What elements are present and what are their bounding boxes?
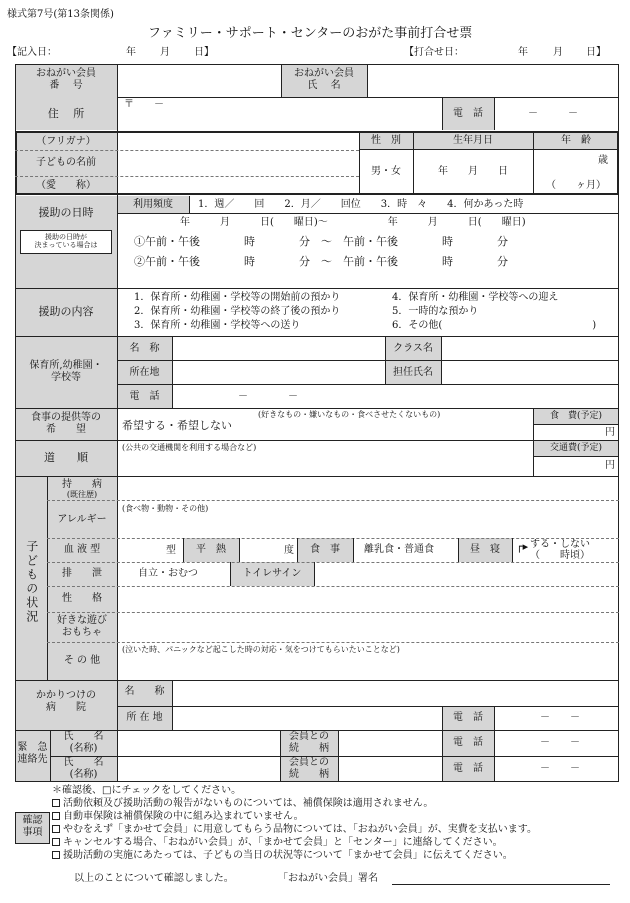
record-date-day: 日】 bbox=[194, 47, 214, 58]
record-date-month: 月 bbox=[160, 47, 170, 58]
confirm-item-4[interactable]: キャンセルする場合、「おねがい会員」が、「まかせて会員」と「センター」に連絡してください。 bbox=[52, 837, 503, 849]
blood-unit: 型 bbox=[166, 545, 176, 556]
signature-line[interactable] bbox=[392, 884, 610, 885]
character-label: 性 格 bbox=[62, 593, 102, 604]
checkbox-icon[interactable] bbox=[52, 838, 60, 846]
allergy-label: アレルギー bbox=[57, 514, 107, 525]
route-cost-label: 交通費(予定) bbox=[549, 443, 603, 453]
hospital-phone-field[interactable]: － － bbox=[540, 712, 580, 723]
emergency-name-label-1: 氏 名 (名称) bbox=[63, 731, 104, 754]
class-label: クラス名 bbox=[393, 343, 433, 354]
nap-label: 昼 寝 bbox=[470, 544, 500, 555]
confirm-item-3[interactable]: やむをえず「まかせて会員」に用意してもらう品物については、「おねがい会員」が、実費を支払います。 bbox=[52, 824, 537, 836]
meal-note: (好きなもの・嫌いなもの・食べさせたくないもの) bbox=[258, 410, 441, 419]
allergy-note: (食べ物・動物・その他) bbox=[122, 504, 209, 513]
meeting-date-label: 【打合せ日： bbox=[404, 47, 464, 58]
meeting-date-month: 月 bbox=[553, 47, 563, 58]
confirm-item-5[interactable]: 援助活動の実施にあたっては、子どもの当日の状況等について「まかせて会員」に伝えてください。 bbox=[52, 850, 513, 862]
play-label: 好きな遊び おもちゃ bbox=[57, 615, 107, 638]
status-meal-value[interactable]: 離乳食・普通食 bbox=[364, 544, 434, 555]
meal-label: 食事の提供等の 希 望 bbox=[31, 412, 101, 435]
schedule-time-2[interactable]: ②午前・午後 時 分 ～ 午前・午後 時 分 bbox=[134, 255, 508, 268]
toilet-label: 排 泄 bbox=[62, 568, 102, 579]
sex-label: 性 別 bbox=[371, 135, 401, 146]
nickname-label: （愛 称） bbox=[36, 180, 96, 191]
emergency-phone-field-1[interactable]: － － bbox=[540, 737, 580, 748]
sex-value[interactable]: 男・女 bbox=[371, 166, 401, 177]
meal-cost-label: 食 費(予定) bbox=[549, 411, 603, 421]
meeting-date-year: 年 bbox=[518, 47, 528, 58]
heat-unit: 度 bbox=[284, 545, 294, 556]
arrow-icon: ┌▸ bbox=[516, 540, 529, 553]
form-title: ファミリー・サポート・センターのおがた事前打合せ票 bbox=[148, 26, 473, 41]
hospital-label: かかりつけの 病 院 bbox=[36, 690, 96, 713]
hospital-name-label: 名 称 bbox=[124, 686, 165, 697]
confirm-item-1[interactable]: 活動依頼及び援助活動の報告がないものについては、補償保険は適用されません。 bbox=[52, 798, 433, 810]
teacher-label: 担任氏名 bbox=[393, 367, 433, 378]
chronic-label: 持 病 bbox=[62, 479, 102, 490]
birth-value[interactable]: 年 月 日 bbox=[438, 166, 508, 177]
child-name-field[interactable] bbox=[118, 151, 358, 175]
status-other-note: (泣いた時、パニックなど起こした時の対応・気をつけてもらいたいことなど) bbox=[122, 645, 400, 654]
toilet-sign-label: トイレサイン bbox=[242, 568, 302, 579]
child-status-label: 子どもの状況 bbox=[24, 540, 39, 624]
content-item-1[interactable]: 1．保育所・幼稚園・学校等の開始前の預かり bbox=[134, 292, 341, 303]
class-field[interactable] bbox=[442, 338, 618, 359]
address-phone-label: 電 話 bbox=[453, 108, 483, 119]
content-item-4[interactable]: 4．保育所・幼稚園・学校等への迎え bbox=[392, 292, 559, 303]
hospital-location-label: 所 在 地 bbox=[126, 712, 163, 723]
school-name-field[interactable] bbox=[173, 338, 384, 359]
confirm-footer: 以上のことについて確認しました。 bbox=[74, 873, 234, 884]
content-item-6[interactable]: 6．その他( ) bbox=[392, 320, 597, 331]
age-unit: 歳 bbox=[598, 155, 608, 166]
content-item-2[interactable]: 2．保育所・幼稚園・学校等の終了後の預かり bbox=[134, 306, 341, 317]
status-other-label: そ の 他 bbox=[63, 655, 101, 666]
blood-label: 血 液 型 bbox=[63, 544, 101, 555]
member-name-field[interactable] bbox=[368, 66, 618, 96]
child-name-label: 子どもの名前 bbox=[36, 157, 96, 168]
content-label: 援助の内容 bbox=[38, 305, 94, 318]
confirm-item-2[interactable]: 自動車保険は補償保険の中に組み込まれていません。 bbox=[52, 811, 304, 823]
school-phone-field[interactable]: － － bbox=[238, 391, 298, 402]
school-location-label: 所在地 bbox=[129, 367, 160, 378]
content-item-5[interactable]: 5．一時的な預かり bbox=[392, 306, 479, 317]
emergency-relation-label-2: 会員との 続 柄 bbox=[289, 757, 329, 780]
schedule-date-line[interactable]: 年 月 日( 曜日)～ 年 月 日( 曜日) bbox=[180, 217, 526, 228]
address-phone-field[interactable]: － － bbox=[528, 108, 578, 119]
checkbox-icon[interactable] bbox=[52, 851, 60, 859]
toilet-value[interactable]: 自立・おむつ bbox=[138, 568, 198, 579]
furigana-label: （フリガナ） bbox=[36, 136, 96, 147]
meal-value[interactable]: 希望する・希望しない bbox=[122, 419, 232, 432]
heat-label: 平 熱 bbox=[196, 544, 226, 555]
emergency-name-label-2: 氏 名 (名称) bbox=[63, 757, 104, 780]
nap-value[interactable]: する・しない bbox=[530, 539, 590, 550]
meeting-date-day: 日】 bbox=[586, 47, 606, 58]
emergency-relation-label-1: 会員との 続 柄 bbox=[289, 731, 329, 754]
emergency-label: 緊 急 連絡先 bbox=[17, 742, 48, 765]
chronic-sub-label: (既往歴) bbox=[66, 490, 98, 499]
emergency-phone-label-1: 電 話 bbox=[453, 737, 483, 748]
record-date-year: 年 bbox=[126, 47, 136, 58]
meal-cost-yen: 円 bbox=[605, 427, 615, 438]
confirm-header: ＊確認後、□にチェックをしてください。 bbox=[52, 785, 242, 796]
member-name-label: おねがい会員 氏 名 bbox=[294, 68, 354, 91]
emergency-phone-field-2[interactable]: － － bbox=[540, 763, 580, 774]
content-item-3[interactable]: 3．保育所・幼稚園・学校等への送り bbox=[134, 320, 301, 331]
route-label: 道 順 bbox=[44, 451, 88, 464]
frequency-label: 利用頻度 bbox=[133, 199, 173, 210]
school-phone-label: 電 話 bbox=[129, 391, 160, 402]
frequency-options[interactable]: 1．週／ 回 2．月／ 回位 3．時 々 4．何かあった時 bbox=[198, 199, 524, 210]
member-number-label: おねがい会員 番 号 bbox=[36, 68, 96, 91]
checkbox-icon[interactable] bbox=[52, 799, 60, 807]
hospital-phone-label: 電 話 bbox=[453, 712, 483, 723]
emergency-phone-label-2: 電 話 bbox=[453, 763, 483, 774]
birth-label: 生年月日 bbox=[453, 135, 493, 146]
form-number: 様式第7号(第13条関係) bbox=[7, 9, 114, 20]
route-cost-yen: 円 bbox=[605, 460, 615, 471]
checkbox-icon[interactable] bbox=[52, 812, 60, 820]
route-note: (公共の交通機関を利用する場合など) bbox=[122, 443, 257, 452]
school-label: 保育所,幼稚園・ 学校等 bbox=[29, 360, 103, 383]
nap-time[interactable]: （ 時頃） bbox=[530, 550, 590, 561]
record-date-label: 【記入日： bbox=[7, 47, 57, 58]
address-label: 住 所 bbox=[47, 107, 85, 120]
confirm-side-label: 確認 事項 bbox=[22, 815, 43, 838]
postal-code[interactable]: 〒 － bbox=[124, 99, 164, 110]
schedule-label: 援助の日時 bbox=[38, 206, 94, 219]
member-number-field[interactable] bbox=[118, 66, 280, 96]
school-name-label: 名 称 bbox=[129, 343, 160, 354]
signature-label: 「おねがい会員」署名 bbox=[278, 873, 378, 884]
age-months[interactable]: （ ヶ月） bbox=[546, 180, 606, 191]
status-meal-label: 食 事 bbox=[310, 544, 340, 555]
schedule-time-1[interactable]: ①午前・午後 時 分 ～ 午前・午後 時 分 bbox=[134, 235, 508, 248]
schedule-note: 援助の日時が 決まっている場合は bbox=[20, 230, 112, 254]
checkbox-icon[interactable] bbox=[52, 825, 60, 833]
age-label: 年 齢 bbox=[561, 135, 591, 146]
